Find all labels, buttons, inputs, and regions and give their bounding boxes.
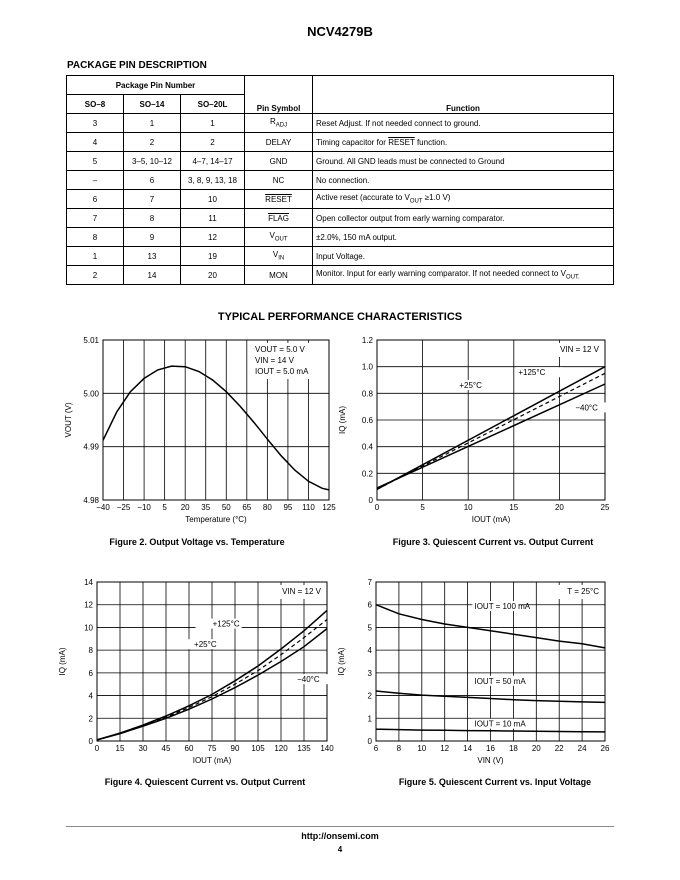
x-axis-label: IOUT (mA) (471, 515, 511, 524)
x-tick-label: 5 (162, 503, 167, 512)
series-label: +25°C (459, 381, 482, 390)
function-cell (313, 114, 614, 133)
x-tick-label: 0 (94, 744, 100, 753)
so14-cell (124, 266, 181, 285)
function-text: Active reset (accurate to V (316, 193, 410, 203)
x-tick-label: 18 (508, 744, 518, 753)
x-tick-label: 20 (531, 744, 541, 753)
pin-number: 2 (92, 270, 98, 280)
function-cell (313, 133, 614, 152)
x-axis-label: IOUT (mA) (192, 756, 232, 765)
so20l-cell (181, 152, 245, 171)
table-row (67, 190, 614, 209)
so14-header: SO–14 (124, 95, 181, 114)
so20l-cell (181, 209, 245, 228)
pin-group-header: Package Pin Number (67, 76, 245, 95)
pin-number: 12 (208, 232, 217, 242)
y-tick-label: 2 (88, 714, 93, 724)
pin-number: 8 (149, 213, 155, 223)
y-axis-label: VOUT (V) (64, 402, 73, 438)
y-tick-label: 2 (367, 691, 372, 701)
y-tick-label: 5 (367, 623, 372, 633)
page-number: 4 (337, 845, 343, 854)
x-tick-label: 30 (138, 744, 148, 753)
pin-symbol-cell (245, 190, 313, 209)
series-label: +125°C (212, 619, 240, 629)
y-tick-label: 6 (88, 668, 93, 678)
x-tick-label: 105 (251, 744, 265, 753)
pin-number: 14 (147, 270, 157, 280)
so8-cell (67, 247, 124, 266)
chart-annotation: VIN = 12 V (282, 587, 321, 596)
pin-table-body (67, 114, 614, 285)
pin-number: 19 (208, 251, 217, 261)
footer-url[interactable]: http://onsemi.com (301, 831, 379, 841)
x-tick-label: 15 (509, 503, 519, 512)
so20l-cell (181, 114, 245, 133)
y-tick-label: 5.01 (83, 336, 99, 345)
pin-symbol-cell (245, 114, 313, 133)
x-tick-label: 0 (374, 503, 380, 512)
series-line (377, 384, 605, 488)
pin-symbol-text: FLAG (268, 213, 289, 223)
pin-number: 6 (149, 175, 155, 185)
y-tick-label: 12 (84, 600, 93, 610)
x-tick-label: 14 (463, 744, 473, 753)
x-tick-label: 110 (302, 503, 315, 512)
x-tick-label: 10 (417, 744, 427, 753)
x-tick-label: 65 (242, 503, 252, 512)
pin-symbol-cell (245, 228, 313, 247)
pin-symbol-text: R (269, 117, 276, 127)
pin-number: 5 (92, 156, 98, 166)
so20l-cell (181, 133, 245, 152)
section-title: TYPICAL PERFORMANCE CHARACTERISTICS (217, 311, 463, 323)
x-axis-label: Temperature (°C) (185, 515, 247, 524)
chart-annotation: VOUT = 5.0 V (255, 345, 305, 354)
x-tick-label: 80 (262, 503, 272, 512)
figure-3-caption: Figure 3. Quiescent Current vs. Output Current (392, 537, 594, 547)
so14-cell (124, 171, 181, 190)
pin-table (66, 75, 614, 285)
pin-symbol-text: DELAY (265, 137, 292, 147)
pin-symbol-text: MON (269, 270, 288, 280)
so20l-header: SO–20L (181, 95, 245, 114)
so8-cell (67, 209, 124, 228)
pin-symbol-cell (245, 152, 313, 171)
function-text: Timing capacitor for (316, 137, 389, 147)
x-tick-label: 140 (320, 744, 334, 753)
function-text: Monitor. Input for early warning comparator. If not needed connect to V (316, 269, 566, 279)
pin-number: 13 (147, 251, 157, 261)
x-tick-label: 16 (486, 744, 495, 753)
pin-number: 11 (208, 213, 217, 223)
function-text: Ground. All GND leads must be connected to Ground (316, 156, 505, 166)
pin-number: 20 (208, 270, 217, 280)
pin-symbol-text: GND (269, 156, 288, 166)
table-row (67, 133, 614, 152)
chart-annotation: VIN = 12 V (560, 345, 599, 354)
x-tick-label: 50 (221, 503, 231, 512)
pin-symbol-subscript: IN (278, 255, 285, 262)
x-tick-label: −10 (137, 503, 151, 512)
so20l-cell (181, 247, 245, 266)
chart-annotation: T = 25°C (567, 587, 599, 596)
table-row (67, 266, 614, 285)
pin-number: 2 (210, 137, 215, 147)
so8-cell (67, 152, 124, 171)
x-axis-label: VIN (V) (477, 756, 504, 765)
so8-cell (67, 171, 124, 190)
pin-symbol-cell (245, 266, 313, 285)
function-cell (313, 209, 614, 228)
y-tick-label: 10 (84, 623, 93, 633)
function-cell (313, 190, 614, 209)
y-axis-label: IQ (mA) (58, 647, 67, 676)
pin-symbol-cell (245, 171, 313, 190)
table-row (67, 114, 614, 133)
y-tick-label: 5.00 (83, 389, 99, 399)
series-label: IOUT = 50 mA (474, 676, 526, 686)
x-tick-label: 20 (554, 503, 564, 512)
figure-2-caption: Figure 2. Output Voltage vs. Temperature (109, 537, 285, 547)
x-tick-label: 135 (297, 744, 311, 753)
so14-cell (124, 133, 181, 152)
y-tick-label: 14 (84, 578, 93, 587)
pin-number: 4–7, 14–17 (192, 156, 233, 166)
function-cell (313, 266, 614, 285)
chart-annotation: VIN = 14 V (255, 356, 294, 365)
table-row (67, 228, 614, 247)
y-tick-label: 1.0 (361, 362, 373, 372)
pin-section-title: PACKAGE PIN DESCRIPTION (67, 60, 207, 71)
pin-symbol-header: Pin Symbol (245, 76, 313, 114)
y-tick-label: 0.2 (361, 469, 373, 479)
x-tick-label: 24 (577, 744, 587, 753)
y-tick-label: 4.99 (83, 442, 99, 452)
pin-number: 3 (92, 118, 98, 128)
so14-cell (124, 209, 181, 228)
pin-symbol-cell (245, 209, 313, 228)
series-line (103, 366, 329, 490)
figure-5-caption: Figure 5. Quiescent Current vs. Input Voltage (398, 777, 592, 787)
function-text: Open collector output from early warning comparator. (316, 213, 505, 223)
x-tick-label: 20 (180, 503, 190, 512)
y-tick-label: 0 (88, 737, 93, 746)
pin-number: 3–5, 10–12 (131, 156, 173, 166)
pin-symbol-text: NC (272, 175, 285, 185)
x-tick-label: 15 (115, 744, 125, 753)
so20l-cell (181, 228, 245, 247)
x-tick-label: 6 (373, 744, 379, 753)
pin-number: 1 (149, 118, 155, 128)
pin-number: 10 (208, 194, 217, 204)
y-tick-label: 0.6 (361, 416, 373, 425)
page-title: NCV4279B (307, 24, 373, 39)
so8-cell (67, 190, 124, 209)
so14-cell (124, 152, 181, 171)
x-tick-label: 35 (201, 503, 211, 512)
x-tick-label: 95 (283, 503, 293, 512)
pin-number: 3, 8, 9, 13, 18 (188, 175, 237, 185)
table-row (67, 171, 614, 190)
so8-header: SO–8 (67, 95, 124, 114)
series-label: −40°C (297, 675, 320, 685)
so20l-cell (181, 266, 245, 285)
so20l-cell (181, 171, 245, 190)
y-tick-label: 7 (367, 578, 372, 587)
y-tick-label: 0 (367, 737, 372, 746)
pin-number: 2 (149, 137, 155, 147)
y-tick-label: 3 (367, 668, 372, 678)
pin-number: 7 (92, 213, 98, 223)
function-cell (313, 152, 614, 171)
x-tick-label: −25 (116, 503, 131, 512)
y-tick-label: 0.8 (361, 389, 373, 399)
x-tick-label: 22 (554, 744, 564, 753)
y-tick-label: 4 (88, 691, 93, 701)
function-text: Input Voltage. (316, 251, 365, 261)
so8-cell (67, 228, 124, 247)
pin-symbol-subscript: OUT (274, 236, 288, 243)
pin-number: – (92, 175, 98, 185)
function-text: RESET (388, 137, 415, 147)
x-tick-label: 25 (600, 503, 610, 512)
pin-symbol-subscript: ADJ (275, 122, 288, 129)
y-axis-label: IQ (mA) (337, 647, 346, 676)
x-tick-label: −40 (96, 503, 110, 512)
x-tick-label: 45 (161, 744, 171, 753)
function-cell (313, 228, 614, 247)
y-tick-label: 1 (367, 714, 372, 724)
series-label: +25°C (194, 640, 217, 650)
so14-cell (124, 190, 181, 209)
function-cell (313, 171, 614, 190)
so14-cell (124, 114, 181, 133)
x-tick-label: 120 (274, 744, 288, 753)
function-text: No connection. (316, 175, 370, 185)
x-tick-label: 10 (463, 503, 473, 512)
series-label: −40°C (575, 403, 598, 413)
x-tick-label: 60 (184, 744, 194, 753)
pin-number: 9 (149, 232, 155, 242)
series-label: IOUT = 100 mA (474, 602, 531, 612)
y-tick-label: 0 (368, 496, 373, 505)
so14-cell (124, 228, 181, 247)
pin-number: 8 (92, 232, 98, 242)
pin-number: 1 (210, 118, 215, 128)
series-label: IOUT = 10 mA (474, 719, 526, 729)
function-subscript: OUT. (565, 274, 580, 281)
footer-divider (66, 826, 614, 827)
function-text: ±2.0%, 150 mA output. (316, 232, 397, 242)
table-row (67, 209, 614, 228)
x-tick-label: 75 (207, 744, 217, 753)
pin-number: 7 (149, 194, 155, 204)
y-tick-label: 8 (88, 646, 93, 656)
function-text: ≥1.0 V) (422, 193, 451, 203)
charts-area (0, 330, 680, 800)
pin-symbol-cell (245, 133, 313, 152)
y-axis-label: IQ (mA) (338, 406, 347, 434)
x-tick-label: 125 (322, 503, 336, 512)
series-line (377, 367, 605, 490)
pin-number: 1 (92, 251, 98, 261)
series-label: +125°C (518, 368, 546, 378)
so8-cell (67, 266, 124, 285)
function-subscript: OUT (409, 198, 423, 205)
pin-symbol-cell (245, 247, 313, 266)
pin-number: 4 (92, 137, 98, 147)
so14-cell (124, 247, 181, 266)
function-text: function. (414, 137, 448, 147)
function-header: Function (313, 76, 614, 114)
pin-symbol-text: RESET (265, 194, 292, 204)
x-tick-label: 90 (230, 744, 240, 753)
y-tick-label: 0.4 (361, 442, 373, 452)
x-tick-label: 5 (420, 503, 425, 512)
x-tick-label: 26 (600, 744, 610, 753)
so20l-cell (181, 190, 245, 209)
y-tick-label: 1.2 (361, 336, 373, 345)
so8-cell (67, 114, 124, 133)
y-tick-label: 6 (367, 600, 372, 610)
table-row (67, 152, 614, 171)
pin-symbol-text: V (269, 231, 275, 241)
pin-number: 6 (92, 194, 98, 204)
function-cell (313, 247, 614, 266)
pin-symbol-text: V (272, 250, 279, 260)
table-row (67, 247, 614, 266)
x-tick-label: 8 (396, 744, 402, 753)
x-tick-label: 12 (440, 744, 450, 753)
y-tick-label: 4 (367, 646, 372, 656)
function-text: Reset Adjust. If not needed connect to ground. (316, 118, 481, 128)
chart-annotation: IOUT = 5.0 mA (255, 367, 309, 376)
so8-cell (67, 133, 124, 152)
figure-4-caption: Figure 4. Quiescent Current vs. Output Current (104, 777, 306, 787)
y-tick-label: 4.98 (83, 496, 99, 505)
